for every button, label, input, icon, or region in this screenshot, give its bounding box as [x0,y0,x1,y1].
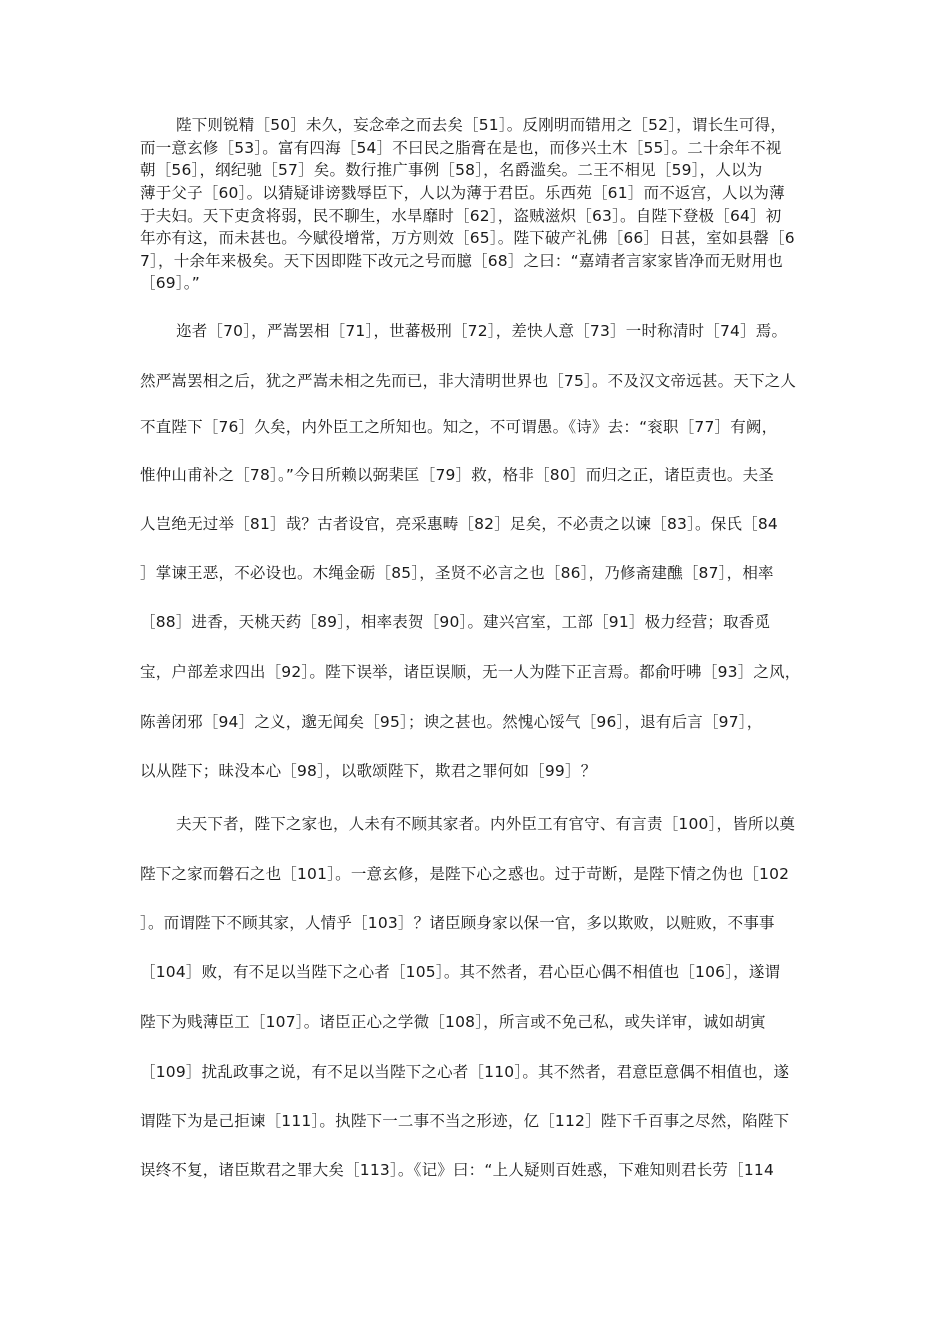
text-line: 人岂绝无过举［81］哉？古者设官，亮采惠畴［82］足矣，不必责之以谏［83］。保氏［84 [140,515,778,533]
text-line: 年亦有这，而未甚也。今赋役增常，万方则效［65］。陛下破产礼佛［66］日甚，室如县罄［6 [140,229,795,247]
text-line: 于夫妇。天下吏贪将弱，民不聊生，水旱靡时［62］，盗贼滋炽［63］。自陛下登极［64］初 [140,207,782,225]
text-line: 朝［56］，纲纪驰［57］矣。数行推广事例［58］，名爵滥矣。二王不相见［59］，人以为 [140,161,763,179]
text-line: ］掌谏王恶，不必设也。木绳金砺［85］，圣贤不必言之也［86］，乃修斋建醮［87］，相率 [140,564,774,582]
text-line: 夫天下者，陛下之家也，人未有不顾其家者。内外臣工有官守、有言责［100］，皆所以奠 [176,815,796,833]
text-line: 陛下则锐精［50］未久，妄念牵之而去矣［51］。反刚明而错用之［52］，谓长生可得， [176,116,787,134]
text-line: ［88］进香，天桃天药［89］，相率表贺［90］。建兴宫室，工部［91］极力经营；取香觅 [140,613,771,631]
text-line: 谓陛下为是己拒谏［111］。执陛下一二事不当之形迹，亿［112］陛下千百事之尽然，陷陛下 [140,1112,790,1130]
text-line: 迩者［70］，严嵩罢相［71］，世蕃极刑［72］，差快人意［73］一时称清时［74］焉。 [176,322,788,340]
text-line: 惟仲山甫补之［78］。”今日所赖以弼棐匡［79］救，格非［80］而归之正，诸臣责也。夫圣 [140,466,775,484]
text-line: 薄于父子［60］。以猜疑诽谤戮辱臣下，人以为薄于君臣。乐西苑［61］而不返宫，人以为薄 [140,184,785,202]
text-line: ［104］败，有不足以当陛下之心者［105］。其不然者，君心臣心偶不相值也［106］，遂谓 [140,963,781,981]
text-line: 然严嵩罢相之后，犹之严嵩未相之先而已，非大清明世界也［75］。不及汉文帝远甚。天下之人 [140,372,797,390]
text-line: 宝，户部差求四出［92］。陛下误举，诸臣误顺，无一人为陛下正言焉。都俞吁咈［93］之风， [140,663,801,681]
text-line: 以从陛下；昧没本心［98］，以歌颂陛下，欺君之罪何如［99］？ [140,762,597,780]
text-line: 陛下之家而磐石之也［101］。一意玄修，是陛下心之惑也。过于苛断，是陛下情之伪也［102 [140,865,790,883]
text-line: 陈善闭邪［94］之义，邈无闻矣［95］；谀之甚也。然愧心馁气［96］，退有后言［97］， [140,713,763,731]
text-line: 陛下为贱薄臣工［107］。诸臣正心之学微［108］，所言或不免己私，或失详审，诚如胡寅 [140,1013,766,1031]
text-line: 而一意玄修［53］。富有四海［54］不曰民之脂膏在是也，而侈兴土木［55］。二十余年不视 [140,139,782,157]
text-line: ［69］。” [140,274,200,292]
text-line: ］。而谓陛下不顾其家，人情乎［103］？诸臣顾身家以保一官，多以欺败，以赃败，不事事 [140,914,775,932]
text-line: 不直陛下［76］久矣，内外臣工之所知也。知之，不可谓愚。《诗》去：“衮职［77］有阙， [140,418,778,436]
text-line: 7］，十余年来极矣。天下因即陛下改元之号而臆［68］之曰：“嘉靖者言家家皆净而无财用也 [140,252,783,270]
text-line: 误终不复，诸臣欺君之罪大矣［113］。《记》曰：“上人疑则百姓惑，下难知则君长劳［114 [140,1161,775,1179]
text-line: ［109］扰乱政事之说，有不足以当陛下之心者［110］。其不然者，君意臣意偶不相值也，遂 [140,1063,790,1081]
